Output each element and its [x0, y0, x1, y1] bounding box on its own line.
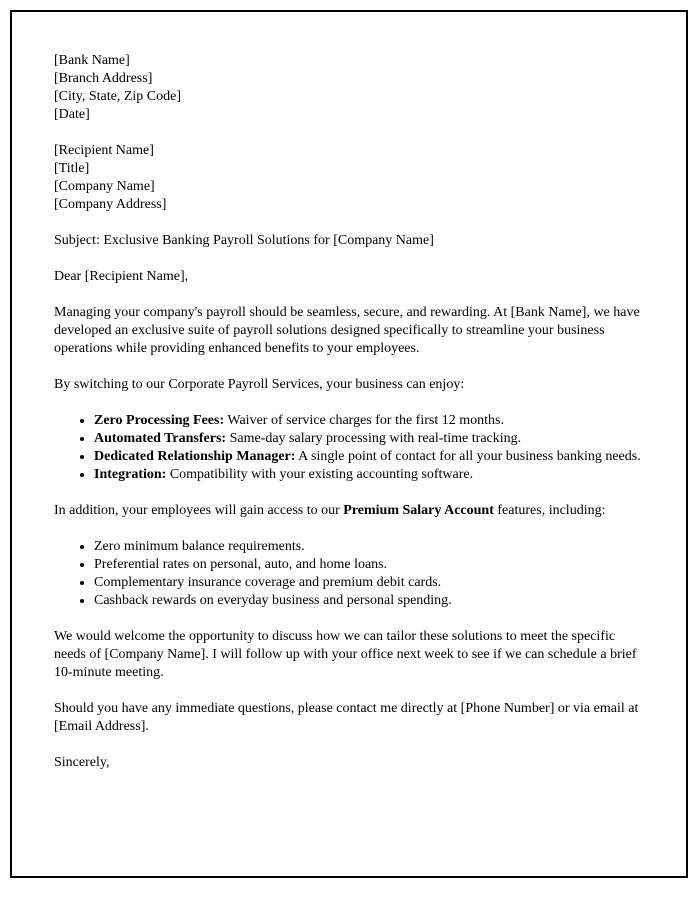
features-list [54, 538, 644, 610]
feature-item: • Zero minimum balance requirements. [94, 538, 644, 556]
letter-page [10, 10, 688, 878]
benefit-text: Compatibility with your existing accounting software. [166, 467, 474, 482]
recipient-company-address: [Company Address] [54, 197, 167, 212]
benefit-label: Integration: [94, 467, 167, 482]
sender-bank-name: [Bank Name] [54, 53, 130, 68]
benefit-item [94, 466, 644, 484]
recipient-title: [Title] [54, 161, 90, 176]
benefit-label: Dedicated Relationship Manager: [94, 449, 296, 464]
recipient-company-name: [Company Name] [54, 179, 155, 194]
sender-date: [Date] [54, 107, 90, 122]
sender-city-state-zip: [City, State, Zip Code] [54, 89, 182, 104]
recipient-name: [Recipient Name] [54, 143, 154, 158]
feature-item: • Preferential rates on personal, auto, and home loans. [94, 556, 644, 574]
addition-before: In addition, your employees will gain access to our [54, 503, 344, 518]
paragraph-enjoy: By switching to our Corporate Payroll Services, your business can enjoy: [54, 377, 465, 392]
feature-item: • Complementary insurance coverage and premium debit cards. [94, 574, 644, 592]
recipient-block [54, 142, 644, 214]
sender-branch-address: [Branch Address] [54, 71, 153, 86]
benefit-text: A single point of contact for all your business banking needs. [295, 449, 641, 464]
benefit-text: Same-day salary processing with real-time tracking. [226, 431, 522, 446]
addition-bold: Premium Salary Account [343, 503, 494, 518]
benefit-item [94, 430, 644, 448]
addition-after: features, including: [493, 503, 606, 518]
subject-line: Subject: Exclusive Banking Payroll Solutions for [Company Name] [54, 233, 434, 248]
salutation: Dear [Recipient Name], [54, 269, 189, 284]
paragraph-intro: Managing your company's payroll should be seamless, secure, and rewarding. At [Bank Name], we have developed an exclusive suite of payroll solutions designed specifically to streamline your business operations while providing enhanced benefits to your employees. [54, 305, 640, 356]
sender-block [54, 52, 644, 124]
benefit-text: Waiver of service charges for the first 12 months. [224, 413, 504, 428]
benefits-list [54, 412, 644, 484]
paragraph-addition [54, 502, 644, 520]
feature-item: • Cashback rewards on everyday business and personal spending. [94, 592, 644, 610]
benefit-label: Zero Processing Fees: [94, 413, 225, 428]
paragraph-contact: Should you have any immediate questions, please contact me directly at [Phone Number] or via email at [Email Address]. [54, 701, 639, 734]
benefit-label: Automated Transfers: [94, 431, 227, 446]
benefit-item [94, 448, 644, 466]
benefit-item [94, 412, 644, 430]
closing: Sincerely, [54, 755, 110, 770]
paragraph-followup: We would welcome the opportunity to discuss how we can tailor these solutions to meet the specific needs of [Company Name]. I will follow up with your office next week to see if we can schedule a brief 10-minute meeting. [54, 629, 637, 680]
